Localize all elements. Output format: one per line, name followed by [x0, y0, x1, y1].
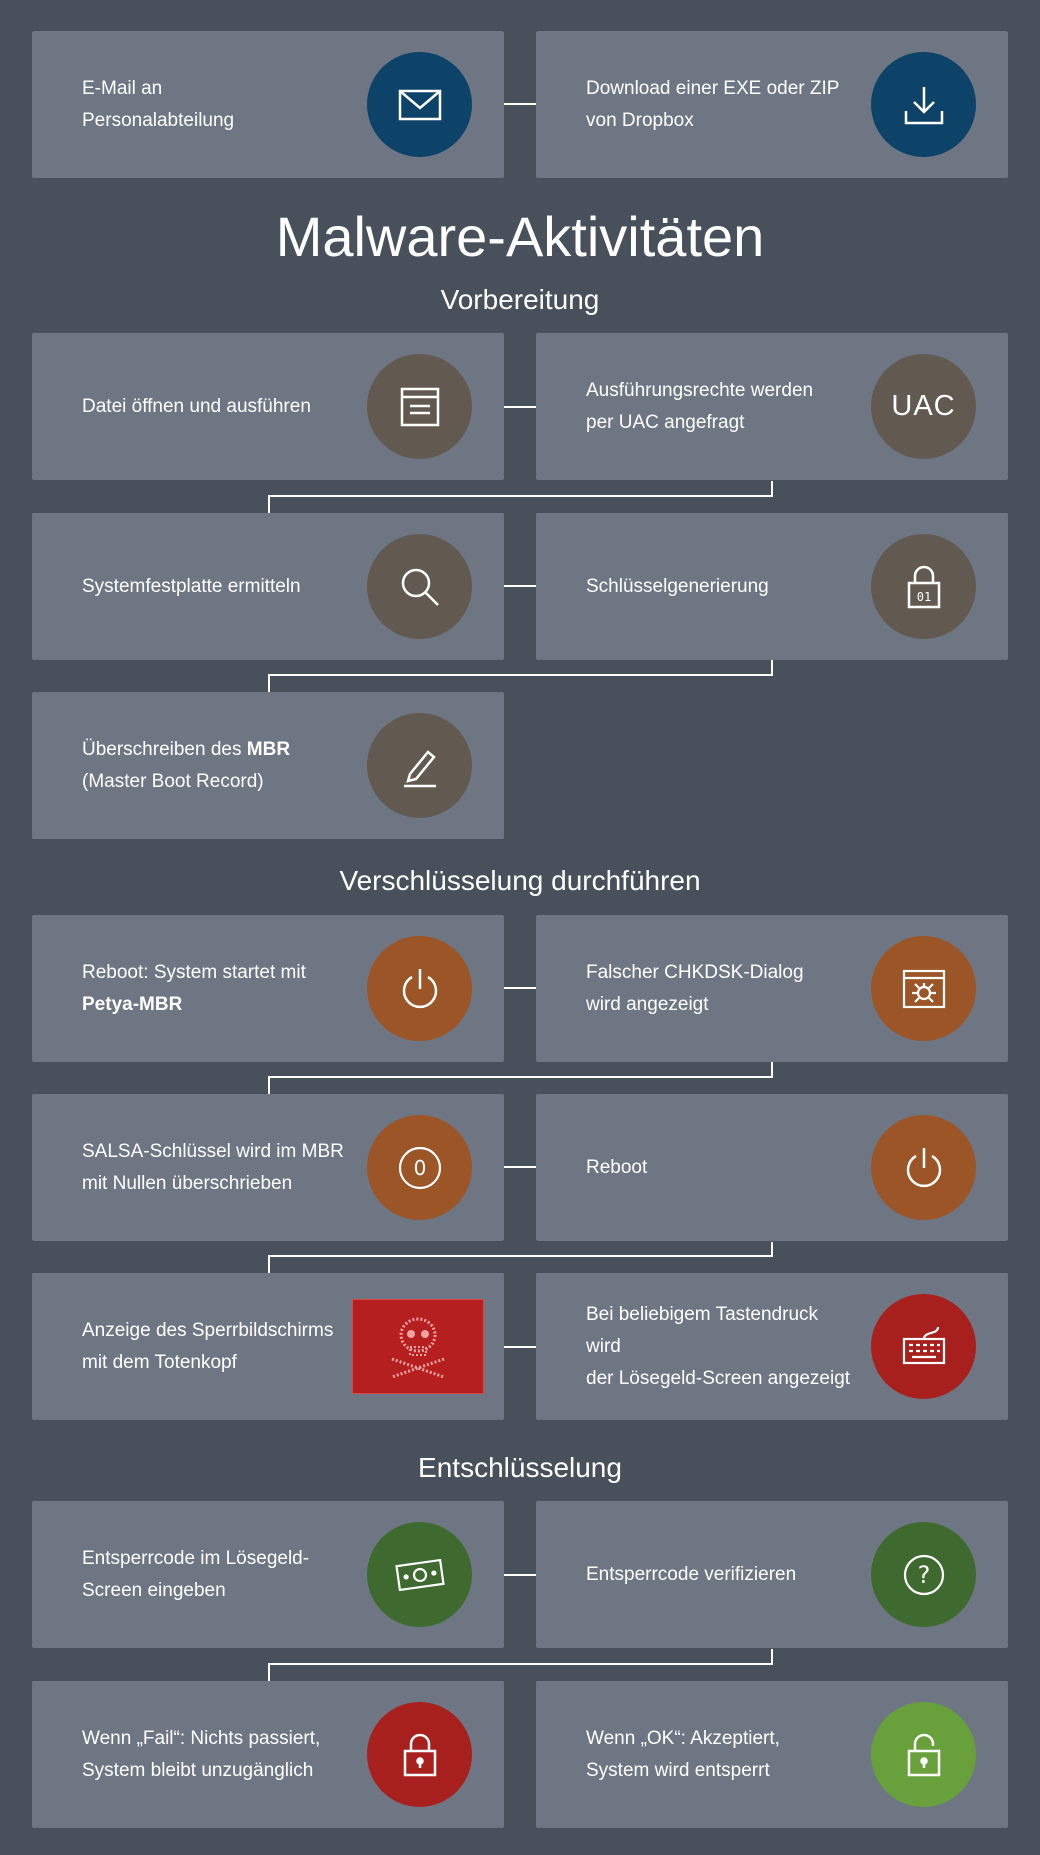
envelope-icon: [367, 52, 472, 157]
step-keypress-ransom: [536, 1273, 1008, 1420]
step-reboot: [536, 1094, 1008, 1241]
step-text: Datei öffnen und ausführen: [82, 395, 311, 417]
pencil-icon: [367, 713, 472, 818]
step-download: [536, 31, 1008, 178]
question-icon: [871, 1522, 976, 1627]
connector-line: [268, 495, 270, 513]
step-text-pre: Überschreiben des: [82, 738, 247, 760]
step-text: SALSA-Schlüssel wird im MBR mit Nullen überschrieben: [82, 1140, 344, 1194]
step-text-post: (Master Boot Record): [82, 770, 264, 792]
power-icon: [871, 1115, 976, 1220]
step-verify-code: [536, 1501, 1008, 1648]
step-reboot-petya: [32, 915, 504, 1062]
zero-icon: [367, 1115, 472, 1220]
file-window-icon: [367, 354, 472, 459]
connector-line: [771, 1062, 773, 1077]
step-system-disk: [32, 513, 504, 660]
lock-open-icon: [871, 1702, 976, 1807]
money-icon: [367, 1522, 472, 1627]
connector-line: [504, 103, 536, 105]
page-title: Malware-Aktivitäten: [275, 205, 765, 268]
connector-line: [268, 1663, 773, 1665]
step-text: Falscher CHKDSK-Dialog wird angezeigt: [586, 961, 804, 1015]
connector-line: [268, 1255, 773, 1257]
connector-line: [771, 660, 773, 675]
step-email: [32, 31, 504, 178]
step-overwrite-mbr: [32, 692, 504, 839]
zero-icon-text: 0: [413, 1155, 426, 1180]
connector-line: [504, 987, 536, 989]
connector-line: [268, 1663, 270, 1681]
search-icon: [367, 534, 472, 639]
connector-line: [504, 585, 536, 587]
step-text: Bei beliebigem Tastendruck wird der Lösegeld-Screen angezeigt: [586, 1303, 851, 1389]
step-lock-screen: [32, 1273, 504, 1420]
step-ok: [536, 1681, 1008, 1828]
step-text: [82, 957, 354, 1021]
connector-line: [268, 1076, 270, 1094]
connector-line: [268, 674, 270, 692]
keyboard-icon: [871, 1294, 976, 1399]
step-enter-code: [32, 1501, 504, 1648]
step-text: Entsperrcode verifizieren: [586, 1563, 797, 1585]
connector-line: [268, 674, 773, 676]
connector-line: [771, 1649, 773, 1664]
question-icon-text: ?: [917, 1560, 930, 1589]
lock-binary-text: 01: [916, 589, 931, 604]
bug-window-icon: [871, 936, 976, 1041]
step-text: Ausführungsrechte werden per UAC angefragt: [586, 379, 814, 433]
uac-icon-label: UAC: [891, 390, 956, 422]
step-text: [82, 734, 354, 798]
step-text-bold: Petya-MBR: [82, 993, 183, 1015]
connector-line: [268, 1255, 270, 1273]
uac-icon: [871, 354, 976, 459]
section-title-decrypt: Entschlüsselung: [418, 1452, 622, 1483]
step-open-file: [32, 333, 504, 480]
skull-icon: [352, 1299, 484, 1394]
connector-line: [268, 495, 773, 497]
step-salsa-key: [32, 1094, 504, 1241]
lock-closed-icon: [367, 1702, 472, 1807]
step-fail: [32, 1681, 504, 1828]
step-uac: [536, 333, 1008, 480]
step-text: E-Mail an Personalabteilung: [82, 77, 235, 131]
step-text-pre: Reboot: System startet mit: [82, 961, 306, 983]
step-text: Reboot: [586, 1156, 648, 1178]
step-text: Systemfestplatte ermitteln: [82, 575, 301, 597]
lock-binary-icon: [871, 534, 976, 639]
step-text: Download einer EXE oder ZIP von Dropbox: [586, 77, 840, 131]
download-icon: [871, 52, 976, 157]
step-text: Wenn „OK“: Akzeptiert, System wird entsperrt: [586, 1727, 780, 1781]
connector-line: [268, 1076, 773, 1078]
step-text: Wenn „Fail“: Nichts passiert, System bleibt unzugänglich: [82, 1727, 321, 1781]
step-text: Schlüsselgenerierung: [586, 575, 769, 597]
connector-line: [504, 1166, 536, 1168]
connector-line: [504, 1574, 536, 1576]
connector-line: [504, 406, 536, 408]
step-key-generation: [536, 513, 1008, 660]
step-text: Anzeige des Sperrbildschirms mit dem Totenkopf: [82, 1319, 334, 1373]
step-text: Entsperrcode im Lösegeld- Screen eingeben: [82, 1547, 310, 1601]
step-text-bold: MBR: [246, 738, 291, 760]
power-icon: [367, 936, 472, 1041]
step-chkdsk: [536, 915, 1008, 1062]
section-title-prep: Vorbereitung: [440, 284, 600, 315]
connector-line: [504, 1346, 536, 1348]
connector-line: [771, 481, 773, 496]
section-title-encrypt: Verschlüsselung durchführen: [339, 865, 701, 896]
